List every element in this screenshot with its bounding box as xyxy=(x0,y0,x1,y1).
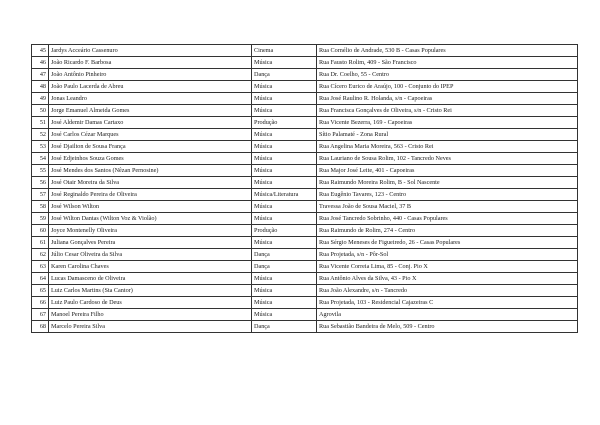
row-number-cell: 58 xyxy=(32,201,49,213)
artistic-area-cell: Música xyxy=(252,285,317,297)
row-number-cell: 54 xyxy=(32,153,49,165)
table-row xyxy=(32,321,578,333)
person-name-cell: João Paulo Lacerda de Abreu xyxy=(49,81,252,93)
artistic-area-cell: Música xyxy=(252,57,317,69)
row-number-cell: 47 xyxy=(32,69,49,81)
person-name-cell: José Edjeinhos Souza Gomes xyxy=(49,153,252,165)
address-cell: Rua Cornélio de Andrade, 530 B - Casas Populares xyxy=(317,45,578,57)
address-cell: Rua José Tancredo Sobrinho, 440 - Casas Populares xyxy=(317,213,578,225)
address-cell: Rua Angelina Maria Moreira, 563 - Cristo Rei xyxy=(317,141,578,153)
row-number-cell: 67 xyxy=(32,309,49,321)
registry-table-body xyxy=(32,45,578,333)
person-name-cell: José Otair Moreira da Silva xyxy=(49,177,252,189)
table-row xyxy=(32,249,578,261)
artistic-area-cell: Dança xyxy=(252,261,317,273)
artistic-area-cell: Música/Literatura xyxy=(252,189,317,201)
table-row xyxy=(32,297,578,309)
artistic-area-cell: Música xyxy=(252,105,317,117)
artistic-area-cell: Música xyxy=(252,81,317,93)
person-name-cell: José Wilson Wilton xyxy=(49,201,252,213)
address-cell: Rua Lauriano de Sousa Rolim, 102 - Tancredo Neves xyxy=(317,153,578,165)
registry-table xyxy=(31,44,578,333)
table-row xyxy=(32,213,578,225)
table-row xyxy=(32,273,578,285)
row-number-cell: 51 xyxy=(32,117,49,129)
artistic-area-cell: Produção xyxy=(252,225,317,237)
table-row xyxy=(32,309,578,321)
artistic-area-cell: Música xyxy=(252,201,317,213)
address-cell: Rua Antônio Alves da Silva, 43 - Pio X xyxy=(317,273,578,285)
row-number-cell: 50 xyxy=(32,105,49,117)
table-row xyxy=(32,129,578,141)
person-name-cell: João Antônio Pinheiro xyxy=(49,69,252,81)
artistic-area-cell: Música xyxy=(252,237,317,249)
row-number-cell: 60 xyxy=(32,225,49,237)
row-number-cell: 56 xyxy=(32,177,49,189)
artistic-area-cell: Música xyxy=(252,273,317,285)
table-row xyxy=(32,141,578,153)
address-cell: Rua Raimundo de Rolim, 274 - Centro xyxy=(317,225,578,237)
row-number-cell: 65 xyxy=(32,285,49,297)
person-name-cell: José Reginaldo Pereira de Oliveira xyxy=(49,189,252,201)
person-name-cell: José Carlos Cézar Marques xyxy=(49,129,252,141)
table-row xyxy=(32,201,578,213)
person-name-cell: Manoel Pereira Filho xyxy=(49,309,252,321)
row-number-cell: 63 xyxy=(32,261,49,273)
artistic-area-cell: Música xyxy=(252,153,317,165)
artistic-area-cell: Música xyxy=(252,309,317,321)
table-row xyxy=(32,261,578,273)
address-cell: Rua Cícero Eurico de Araújo, 100 - Conjunto do IPEP xyxy=(317,81,578,93)
table-row xyxy=(32,117,578,129)
artistic-area-cell: Música xyxy=(252,141,317,153)
person-name-cell: Jorge Emanuel Almeida Gomes xyxy=(49,105,252,117)
address-cell: Rua Sebastião Bandeira de Melo, 509 - Centro xyxy=(317,321,578,333)
row-number-cell: 59 xyxy=(32,213,49,225)
address-cell: Rua Raimundo Moreira Rolim, B - Sol Nascente xyxy=(317,177,578,189)
person-name-cell: Juliana Gonçalves Pereira xyxy=(49,237,252,249)
person-name-cell: José Djailton de Sousa França xyxy=(49,141,252,153)
person-name-cell: Luiz Paulo Cardoso de Deus xyxy=(49,297,252,309)
artistic-area-cell: Música xyxy=(252,93,317,105)
artistic-area-cell: Música xyxy=(252,129,317,141)
address-cell: Rua Fausto Rolim, 409 - São Francisco xyxy=(317,57,578,69)
address-cell: Rua Francisca Gonçalves de Oliveira, s/n - Cristo Rei xyxy=(317,105,578,117)
table-row xyxy=(32,69,578,81)
table-row xyxy=(32,189,578,201)
person-name-cell: Luiz Carlos Martins (Sta Cantor) xyxy=(49,285,252,297)
table-row xyxy=(32,177,578,189)
person-name-cell: Júlio Cesar Oliveira da Silva xyxy=(49,249,252,261)
table-row xyxy=(32,153,578,165)
artistic-area-cell: Cinema xyxy=(252,45,317,57)
row-number-cell: 66 xyxy=(32,297,49,309)
address-cell: Rua José Raulino R. Holanda, s/n - Capoeiras xyxy=(317,93,578,105)
table-row xyxy=(32,165,578,177)
person-name-cell: Karen Carolina Chaves xyxy=(49,261,252,273)
table-row xyxy=(32,237,578,249)
row-number-cell: 53 xyxy=(32,141,49,153)
person-name-cell: Jardys Acceário Cassenuro xyxy=(49,45,252,57)
address-cell: Agrovila xyxy=(317,309,578,321)
address-cell: Rua Dr. Coelho, 55 - Centro xyxy=(317,69,578,81)
address-cell: Rua João Alexandre, s/n - Tancredo xyxy=(317,285,578,297)
row-number-cell: 61 xyxy=(32,237,49,249)
person-name-cell: Lucas Damasceno de Oliveira xyxy=(49,273,252,285)
person-name-cell: Marcelo Pereira Silva xyxy=(49,321,252,333)
artistic-area-cell: Produção xyxy=(252,117,317,129)
row-number-cell: 64 xyxy=(32,273,49,285)
artistic-area-cell: Música xyxy=(252,177,317,189)
artistic-area-cell: Dança xyxy=(252,249,317,261)
row-number-cell: 48 xyxy=(32,81,49,93)
row-number-cell: 55 xyxy=(32,165,49,177)
person-name-cell: José Wilton Dantas (Wilton Voz & Violão) xyxy=(49,213,252,225)
artistic-area-cell: Música xyxy=(252,213,317,225)
artistic-area-cell: Música xyxy=(252,165,317,177)
person-name-cell: Joyce Montenelly Oliveira xyxy=(49,225,252,237)
row-number-cell: 46 xyxy=(32,57,49,69)
address-cell: Rua Projetada, s/n - Pôr-Sol xyxy=(317,249,578,261)
table-row xyxy=(32,57,578,69)
address-cell: Rua Eugênio Tavares, 123 - Centro xyxy=(317,189,578,201)
table-row xyxy=(32,81,578,93)
person-name-cell: João Ricardo F. Barbosa xyxy=(49,57,252,69)
row-number-cell: 57 xyxy=(32,189,49,201)
artistic-area-cell: Dança xyxy=(252,69,317,81)
address-cell: Rua Vicente Bezerra, 169 - Capoeiras xyxy=(317,117,578,129)
table-row xyxy=(32,285,578,297)
address-cell: Travessa João de Sousa Maciel, 37 B xyxy=(317,201,578,213)
row-number-cell: 68 xyxy=(32,321,49,333)
person-name-cell: Jonas Leandro xyxy=(49,93,252,105)
row-number-cell: 62 xyxy=(32,249,49,261)
table-row xyxy=(32,105,578,117)
person-name-cell: José Mendes dos Santos (Nêzan Pernosine) xyxy=(49,165,252,177)
artistic-area-cell: Música xyxy=(252,297,317,309)
row-number-cell: 45 xyxy=(32,45,49,57)
table-row xyxy=(32,93,578,105)
address-cell: Rua Sérgio Meneses de Figueiredo, 26 - Casas Populares xyxy=(317,237,578,249)
row-number-cell: 49 xyxy=(32,93,49,105)
address-cell: Rua Major José Leite, 401 - Capoeiras xyxy=(317,165,578,177)
person-name-cell: José Aldemir Damas Cartaxo xyxy=(49,117,252,129)
row-number-cell: 52 xyxy=(32,129,49,141)
address-cell: Sítio Palamaté - Zona Rural xyxy=(317,129,578,141)
artistic-area-cell: Dança xyxy=(252,321,317,333)
address-cell: Rua Projetada, 103 - Residencial Cajazeiras C xyxy=(317,297,578,309)
table-row xyxy=(32,45,578,57)
address-cell: Rua Vicente Correia Lima, 85 - Conj. Pio X xyxy=(317,261,578,273)
table-row xyxy=(32,225,578,237)
